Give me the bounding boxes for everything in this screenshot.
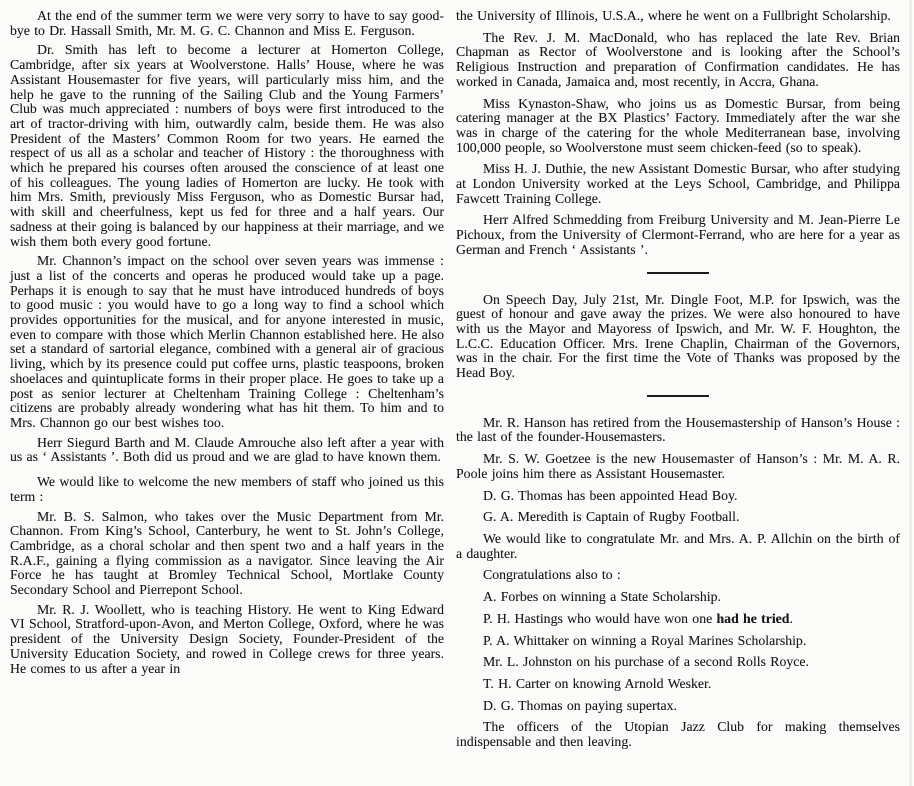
para-thomas-head-boy: D. G. Thomas has been appointed Head Boy.	[483, 487, 738, 503]
para-thomas-supertax: D. G. Thomas on paying supertax.	[483, 697, 677, 713]
para-kynaston-shaw: Miss Kynaston-Shaw, who joins us as Domestic Bursar, from being catering manager at the BX Plastics’ Factory. Immediately after the war she was in charge of the catering for the whole Mediterranean base, involving 100,000 people, so Woolverstone must seem chicken-feed (so to speak).	[456, 95, 900, 155]
para-meredith: G. A. Meredith is Captain of Rugby Football.	[483, 509, 740, 525]
para-hastings-pre: P. H. Hastings who would have won one	[483, 610, 717, 626]
para-forbes: A. Forbes on winning a State Scholarship.	[483, 589, 721, 605]
para-macdonald: The Rev. J. M. MacDonald, who has replaced the late Rev. Brian Chapman as Rector of Woolverstone and is looking after the School’s Religious Instruction and preparation of Confirmation candidates. He has worked in Canada, Jamaica and, most recently, in Accra, Ghana.	[456, 29, 900, 89]
para-whittaker: P. A. Whittaker on winning a Royal Marines Scholarship.	[483, 632, 807, 648]
right-column	[456, 9, 900, 757]
para-farewell-intro: At the end of the summer term we were very sorry to have to say good-bye to Dr. Hassall Smith, Mr. M. G. C. Channon and Miss E. Ferguson.	[10, 8, 444, 38]
para-dr-smith: Dr. Smith has left to become a lecturer at Homerton College, Cambridge, after six years at Woolverstone. Halls’ House, where he was Assistant Housemaster for five years, will particularly miss him, and the help he gave to the running of the Sailing Club and the Young Farmers’ Club was much appreciated : numbers of boys were first introduced to the art of tractor-driving with him, outwardly calm, beside them. He was also President of the Masters’ Common Room for two years. He earned the respect of us all as a scholar and teacher of History : the thoroughness with which he prepared his courses often aroused the conscience of at least one of his colleagues. The young ladies of Homerton are lucky. He took with him Mrs. Smith, previously Miss Ferguson, who as Domestic Bursar had, with skill and cheerfulness, kept us fed for three and a half years. Our sadness at their going is balanced by our happiness at their marriage, and we wish them both every good fortune.	[10, 42, 444, 249]
para-goetzee: Mr. S. W. Goetzee is the new Housemaster of Hanson’s : Mr. M. A. R. Poole joins him there as Assistant Housemaster.	[456, 451, 900, 481]
para-hastings-bold: had he tried	[716, 610, 790, 626]
section-divider-rule	[647, 395, 709, 397]
para-schmedding-pichoux: Herr Alfred Schmedding from Freiburg University and M. Jean-Pierre Le Pichoux, from the University of Clermont-Ferrand, who are here for a year as German and French ‘ Assistants ’.	[456, 212, 900, 257]
page-edge-shadow	[909, 0, 912, 786]
section-divider-rule	[647, 272, 709, 274]
para-hastings	[456, 612, 900, 627]
para-congratulations-intro: Congratulations also to :	[483, 567, 621, 583]
para-salmon: Mr. B. S. Salmon, who takes over the Music Department from Mr. Channon. From King’s School, Canterbury, he went to St. John’s College, Cambridge, as a choral scholar and then spent two and a half years in the R.A.F., gaining a flying commission as a navigator. Since leaving the Air Force he has taught at Bromley Technical School, Mortlake County Secondary School and Pierrepont School.	[10, 508, 444, 598]
para-hanson: Mr. R. Hanson has retired from the Housemastership of Hanson’s House : the last of the founder-Housemasters.	[456, 414, 900, 445]
para-johnston: Mr. L. Johnston on his purchase of a second Rolls Royce.	[483, 654, 809, 670]
para-barth-amrouche: Herr Siegurd Barth and M. Claude Amrouche also left after a year with us as ‘ Assistants ’. Both did us proud and we are glad to have known them.	[10, 434, 444, 465]
para-jazz-club: The officers of the Utopian Jazz Club for making themselves indispensable and then leaving.	[456, 719, 900, 750]
para-allchin: We would like to congratulate Mr. and Mrs. A. P. Allchin on the birth of a daughter.	[456, 530, 900, 561]
para-channon: Mr. Channon’s impact on the school over seven years was immense : just a list of the concerts and operas he produced would take up a page. Perhaps it is enough to say that he must have introduced hundreds of boys to good music : you would have to go a long way to find a school which provides opportunities for the musical, and for anyone interested in music, even to compare with those which Merlin Channon established here. He also set a standard of sartorial elegance, combined with a general air of gracious living, which by its presence could put coffee urns, plastic teaspoons, broken shoelaces and quintuplicate forms in their proper place. He goes to take up a post as senior lecturer at Cheltenham Training College : Cheltenham’s citizens are probably already wondering what has hit them. To him and to Mrs. Channon go our best wishes too.	[10, 253, 444, 430]
para-duthie: Miss H. J. Duthie, the new Assistant Domestic Bursar, who after studying at London University worked at the Leys School, Cambridge, and Philippa Fawcett Training College.	[456, 161, 900, 206]
para-welcome-intro: We would like to welcome the new members of staff who joined us this term :	[10, 474, 444, 504]
para-hastings-post: .	[789, 610, 793, 626]
para-fullbright-continuation: the University of Illinois, U.S.A., where he went on a Fullbright Scholarship.	[456, 8, 891, 23]
left-column	[10, 9, 444, 681]
para-carter: T. H. Carter on knowing Arnold Wesker.	[483, 675, 712, 691]
para-speech-day: On Speech Day, July 21st, Mr. Dingle Foot, M.P. for Ipswich, was the guest of honour and gave away the prizes. We were also honoured to have with us the Mayor and Mayoress of Ipswich, and Mr. W. F. Houghton, the L.C.C. Education Officer. Mrs. Irene Chaplin, Chairman of the Governors, was in the chair. For the first time the Vote of Thanks was proposed by the Head Boy.	[456, 291, 900, 381]
para-woollett: Mr. R. J. Woollett, who is teaching History. He went to King Edward VI School, Stratford-upon-Avon, and Merton College, Oxford, where he was president of the University Design Society, Founder-President of the University Education Society, and rowed in College crews for three years. He comes to us after a year in	[10, 601, 444, 676]
